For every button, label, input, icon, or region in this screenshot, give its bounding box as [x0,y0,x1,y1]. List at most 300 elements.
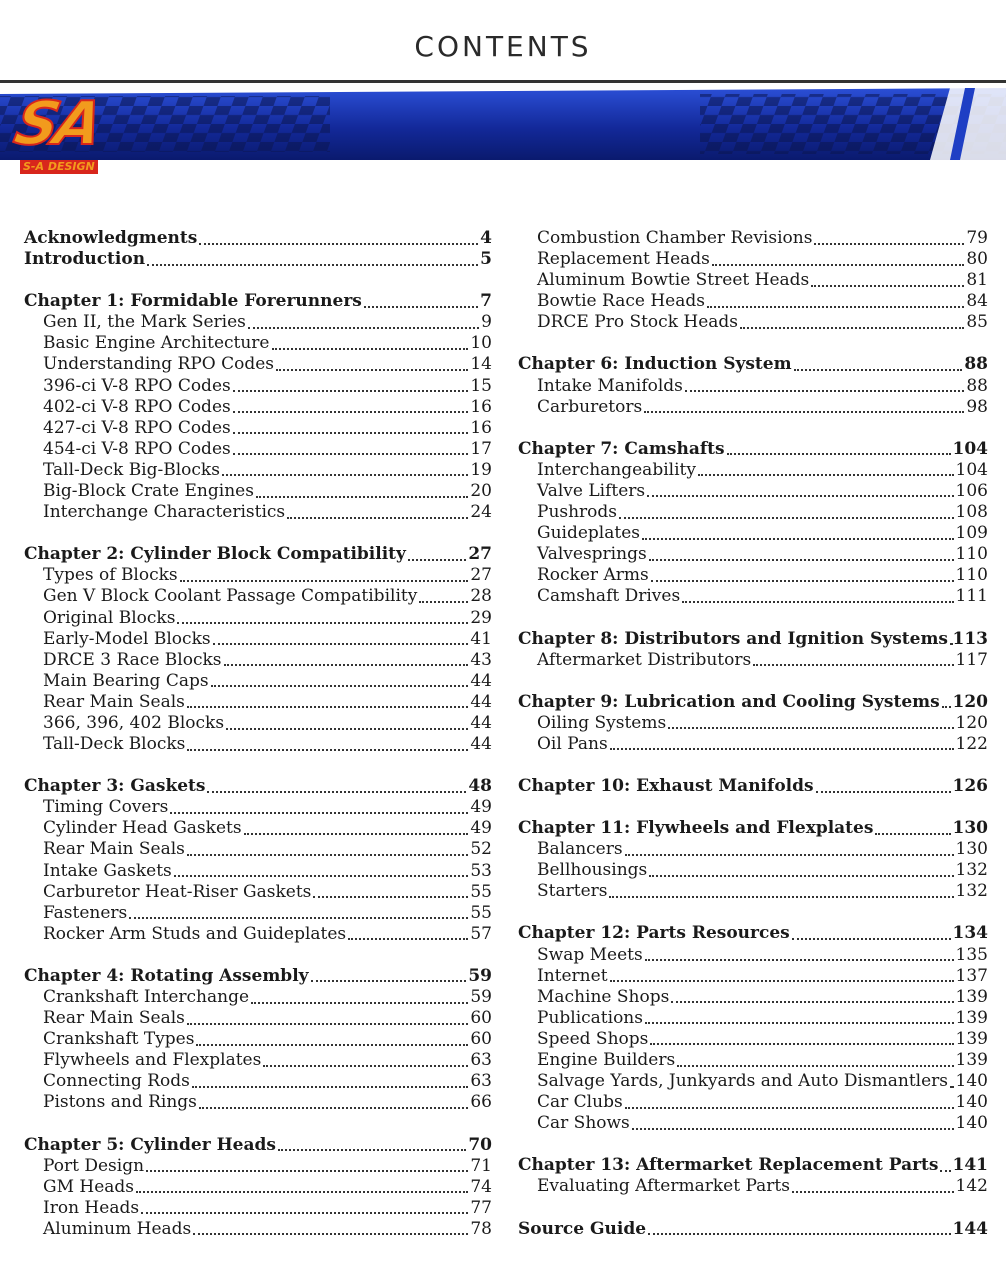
dot-leader [651,580,954,582]
entry-title: Intake Manifolds [537,375,683,396]
dot-leader [199,243,478,245]
toc-section-entry [518,312,988,333]
dot-leader [671,1001,953,1003]
toc-section-entry [24,882,492,903]
toc-section-entry [24,586,492,607]
dot-leader [146,1170,468,1172]
entry-title: Aftermarket Distributors [537,649,752,670]
entry-page-number: 130 [952,818,988,839]
toc-section-entry [518,544,988,565]
dot-leader [199,1107,468,1109]
toc-section-entry [24,797,492,818]
entry-title: DRCE 3 Race Blocks [43,649,222,670]
entry-page-number: 60 [470,1029,492,1050]
entry-title: 402-ci V-8 RPO Codes [43,396,231,417]
entry-page-number: 44 [470,734,492,755]
toc-chapter-entry [518,629,988,650]
toc-section-entry [518,860,988,881]
dot-leader [193,1233,468,1235]
dot-leader [792,1191,954,1193]
dot-leader [609,896,953,898]
toc-section-entry [24,861,492,882]
toc-chapter-entry [518,818,988,839]
toc-section-entry [24,734,492,755]
toc-section-entry [518,713,988,734]
toc-section-entry [24,1029,492,1050]
toc-section-entry [518,228,988,249]
dot-leader [147,264,478,266]
entry-title: GM Heads [43,1176,135,1197]
toc-section-entry [518,1176,988,1197]
toc-section-entry [24,987,492,1008]
entry-page-number: 88 [964,354,988,375]
toc-section-entry [24,1156,492,1177]
entry-title: Rocker Arm Studs and Guideplates [43,923,347,944]
toc-section-entry [24,1198,492,1219]
entry-page-number: 41 [470,628,492,649]
entry-title: Timing Covers [43,797,169,818]
dot-leader [649,875,953,877]
toc-chapter-entry [24,1135,492,1156]
toc-section-entry [518,586,988,607]
entry-page-number: 63 [470,1050,492,1071]
entry-page-number: 59 [468,965,492,986]
toc-section-entry [24,713,492,734]
dot-leader [187,1023,468,1025]
entry-page-number: 122 [955,733,988,754]
toc-section-entry [518,1092,988,1113]
dot-leader [682,601,953,603]
dot-leader [645,1022,954,1024]
dot-leader [364,306,478,308]
dot-leader [875,833,950,835]
entry-title: Connecting Rods [43,1071,190,1092]
toc-section-entry [518,397,988,418]
entry-page-number: 71 [470,1155,492,1176]
dot-leader [276,369,468,371]
toc-section-entry [518,502,988,523]
dot-leader [642,538,954,540]
toc-section-entry [518,945,988,966]
logo [8,89,124,178]
dot-leader [213,643,469,645]
toc-section-entry [24,924,492,945]
toc-chapter-entry [24,249,492,270]
header-banner [0,88,1006,178]
entry-page-number: 44 [470,691,492,712]
toc-section-entry [24,1050,492,1071]
dot-leader [174,875,469,877]
entry-title: Rear Main Seals [43,1008,185,1029]
entry-page-number: 135 [955,944,988,965]
entry-page-number: 104 [955,459,988,480]
entry-title: Car Shows [537,1113,630,1134]
toc-section-entry [24,1177,492,1198]
toc-left-column [24,228,492,1240]
entry-title: Valvesprings [537,544,647,565]
entry-page-number: 4 [480,228,492,248]
entry-page-number: 144 [952,1218,988,1239]
entry-title: Chapter 11: Flywheels and Flexplates [518,818,874,839]
entry-title: Guideplates [537,523,640,544]
dot-leader [251,1002,468,1004]
logo-subtext: S-A DESIGN [20,160,98,174]
toc-section-entry [24,397,492,418]
entry-title: Understanding RPO Codes [43,354,275,375]
entry-title: Engine Builders [537,1050,676,1070]
entry-title: Carburetor Heat-Riser Gaskets [43,881,312,902]
dot-leader [187,706,468,708]
entry-page-number: 7 [480,291,492,312]
entry-page-number: 120 [952,691,988,712]
entry-title: 396-ci V-8 RPO Codes [43,375,231,396]
entry-page-number: 141 [952,1155,988,1176]
entry-title: 454-ci V-8 RPO Codes [43,438,231,459]
toc-section-entry [24,354,492,375]
entry-title: Valve Lifters [537,480,646,501]
dot-leader [224,664,469,666]
entry-page-number: 126 [952,775,988,796]
toc-chapter-entry [24,544,492,565]
logo-mark: SA [8,89,106,159]
dot-leader [625,1107,954,1109]
toc-section-entry [24,692,492,713]
toc-section-entry [518,460,988,481]
entry-title: Basic Engine Architecture [43,333,270,354]
toc-chapter-entry [518,354,988,375]
dot-leader [311,980,467,982]
dot-leader [942,706,951,708]
toc-chapter-entry [24,228,492,249]
entry-page-number: 110 [955,565,988,586]
dot-leader [625,854,954,856]
toc-section-entry [24,460,492,481]
toc-section-entry [24,1092,492,1113]
dot-leader [792,938,951,940]
dot-leader [619,517,954,519]
entry-title: Types of Blocks [43,565,178,586]
entry-page-number: 140 [955,1071,988,1092]
entry-page-number: 52 [470,839,492,860]
entry-page-number: 108 [955,502,988,523]
dot-leader [256,496,468,498]
entry-title: Chapter 12: Parts Resources [518,923,790,944]
toc-section-entry [518,1113,988,1134]
dot-leader [226,728,468,730]
entry-title: Pushrods [537,502,618,523]
dot-leader [187,749,468,751]
entry-page-number: 81 [966,270,988,291]
entry-page-number: 80 [966,249,988,270]
entry-page-number: 55 [470,902,492,923]
dot-leader [177,622,468,624]
toc-section-entry [24,671,492,692]
entry-title: Chapter 3: Gaskets [24,776,206,797]
entry-page-number: 55 [470,881,492,902]
toc-section-entry [518,839,988,860]
entry-page-number: 88 [966,375,988,396]
title-rule [0,80,1006,83]
entry-title: Chapter 1: Formidable Forerunners [24,291,362,312]
dot-leader [141,1212,468,1214]
toc-chapter-entry [518,1219,988,1240]
entry-title: Evaluating Aftermarket Parts [537,1176,790,1197]
entry-title: 366, 396, 402 Blocks [43,712,225,733]
entry-title: Chapter 9: Lubrication and Cooling Systems [518,691,940,712]
toc-section-entry [518,1050,988,1071]
entry-page-number: 49 [470,818,492,839]
entry-title: Rear Main Seals [43,839,185,860]
entry-title: DRCE Pro Stock Heads [537,312,739,333]
toc-section-entry [518,1008,988,1029]
toc-section-entry [518,523,988,544]
entry-title: Source Guide [518,1218,647,1239]
entry-title: Swap Meets [537,944,643,965]
entry-title: Balancers [537,839,623,860]
dot-leader [707,306,964,308]
entry-title: Publications [537,1007,643,1028]
toc-section-entry [24,565,492,586]
entry-title: Cylinder Head Gaskets [43,818,242,839]
dot-leader [278,1149,466,1151]
entry-page-number: 106 [955,480,988,501]
entry-title: Salvage Yards, Junkyards and Auto Dismantlers [537,1071,949,1092]
entry-page-number: 74 [470,1176,492,1197]
toc-chapter-entry [518,439,988,460]
dot-leader [419,601,468,603]
entry-page-number: 66 [470,1092,492,1113]
dot-leader [348,938,468,940]
entry-title: Interchangeability [537,459,696,480]
dot-leader [644,411,964,413]
entry-title: Speed Shops [537,1028,649,1049]
entry-page-number: 16 [470,396,492,417]
entry-title: Aluminum Bowtie Street Heads [537,270,810,291]
toc-section-entry [24,629,492,650]
entry-page-number: 57 [470,923,492,944]
entry-title: Big-Block Crate Engines [43,481,254,502]
entry-page-number: 29 [470,607,492,628]
toc-chapter-entry [518,776,988,797]
entry-title: Port Design [43,1155,145,1176]
toc-section-entry [24,608,492,629]
entry-page-number: 16 [470,417,492,438]
entry-page-number: 44 [470,670,492,691]
entry-title: Introduction [24,249,146,270]
entry-page-number: 63 [470,1071,492,1092]
entry-title: Carburetors [537,396,643,417]
entry-page-number: 78 [470,1218,492,1239]
dot-leader [233,453,469,455]
entry-title: Tall-Deck Blocks [43,734,186,755]
dot-leader [222,474,468,476]
dot-leader [816,791,951,793]
entry-page-number: 142 [955,1176,988,1197]
toc-section-entry [518,1071,988,1092]
entry-page-number: 140 [955,1092,988,1113]
dot-leader [313,896,468,898]
entry-title: Tall-Deck Big-Blocks [43,459,220,480]
toc-chapter-entry [518,1155,988,1176]
dot-leader [408,559,466,561]
entry-page-number: 113 [952,628,988,649]
toc-section-entry [24,418,492,439]
entry-page-number: 9 [481,312,492,333]
entry-page-number: 77 [470,1197,492,1218]
entry-page-number: 111 [955,586,988,607]
toc-section-entry [24,903,492,924]
entry-title: Chapter 13: Aftermarket Replacement Parts [518,1155,939,1176]
entry-page-number: 70 [468,1134,492,1155]
dot-leader [610,980,954,982]
dot-leader [610,748,954,750]
entry-title: Camshaft Drives [537,586,681,607]
toc-section-entry [24,1008,492,1029]
entry-title: 427-ci V-8 RPO Codes [43,417,231,438]
entry-page-number: 117 [955,649,988,670]
entry-title: Gen II, the Mark Series [43,312,246,333]
entry-title: Interchange Characteristics [43,502,286,523]
dot-leader [685,390,964,392]
toc-section-entry [518,481,988,502]
entry-title: Early-Model Blocks [43,628,211,649]
toc-section-entry [24,439,492,460]
dot-leader [698,474,954,476]
entry-title: Chapter 6: Induction System [518,354,792,375]
entry-page-number: 139 [955,1028,988,1049]
page-title: CONTENTS [414,30,592,63]
entry-title: Chapter 7: Camshafts [518,438,725,459]
toc-chapter-entry [24,776,492,797]
dot-leader [668,727,953,729]
dot-leader [187,854,468,856]
entry-page-number: 27 [470,565,492,586]
dot-leader [263,1065,468,1067]
dot-leader [677,1065,953,1067]
dot-leader [794,369,963,371]
toc-section-entry [24,1071,492,1092]
entry-title: Rear Main Seals [43,691,185,712]
entry-title: Combustion Chamber Revisions [537,228,813,248]
toc-section-entry [518,291,988,312]
entry-title: Chapter 4: Rotating Assembly [24,965,309,986]
entry-page-number: 43 [470,649,492,670]
entry-title: Pistons and Rings [43,1092,197,1113]
toc-section-entry [518,881,988,902]
entry-page-number: 139 [955,986,988,1007]
entry-page-number: 120 [955,712,988,733]
dot-leader [632,1128,954,1130]
entry-page-number: 15 [470,375,492,396]
dot-leader [940,1170,950,1172]
toc-section-entry [24,818,492,839]
entry-page-number: 84 [966,291,988,312]
dot-leader [248,327,479,329]
toc-section-entry [518,734,988,755]
toc-section-entry [24,650,492,671]
dot-leader [233,390,469,392]
entry-page-number: 20 [470,481,492,502]
entry-title: Crankshaft Types [43,1029,195,1050]
toc-section-entry [24,376,492,397]
dot-leader [233,411,469,413]
dot-leader [233,432,469,434]
dot-leader [272,348,469,350]
toc-section-entry [518,650,988,671]
entry-title: Main Bearing Caps [43,670,209,691]
toc-section-entry [24,1219,492,1240]
entry-title: Chapter 10: Exhaust Manifolds [518,775,814,796]
entry-title: Fasteners [43,902,128,923]
entry-title: Gen V Block Coolant Passage Compatibility [43,586,418,607]
toc-section-entry [518,966,988,987]
entry-page-number: 130 [955,839,988,860]
entry-title: Starters [537,881,608,902]
entry-page-number: 24 [470,502,492,523]
entry-page-number: 79 [966,228,988,248]
entry-page-number: 109 [955,523,988,544]
dot-leader [814,243,964,245]
entry-page-number: 85 [966,312,988,333]
dot-leader [648,1233,950,1235]
dot-leader [136,1191,468,1193]
entry-title: Acknowledgments [24,228,198,248]
toc-section-entry [24,481,492,502]
entry-title: Bowtie Race Heads [537,291,705,312]
toc-chapter-entry [518,923,988,944]
dot-leader [287,517,468,519]
toc-section-entry [24,312,492,333]
entry-page-number: 132 [955,881,988,902]
entry-page-number: 139 [955,1007,988,1028]
dot-leader [811,285,964,287]
toc-section-entry [24,333,492,354]
entry-page-number: 98 [966,396,988,417]
entry-page-number: 48 [468,776,492,797]
entry-page-number: 14 [470,354,492,375]
dot-leader [753,664,953,666]
entry-title: Car Clubs [537,1092,623,1113]
entry-page-number: 19 [470,459,492,480]
dot-leader [170,812,468,814]
entry-page-number: 28 [470,586,492,607]
dot-leader [649,559,954,561]
entry-page-number: 110 [955,544,988,565]
toc-section-entry [24,839,492,860]
toc-section-entry [518,249,988,270]
toc-section-entry [24,502,492,523]
dot-leader [727,453,951,455]
entry-title: Crankshaft Interchange [43,987,250,1007]
dot-leader [180,580,469,582]
entry-title: Chapter 5: Cylinder Heads [24,1134,276,1155]
dot-leader [129,917,468,919]
entry-page-number: 27 [468,544,492,565]
toc-chapter-entry [24,291,492,312]
entry-page-number: 53 [470,860,492,881]
entry-title: Rocker Arms [537,565,649,586]
entry-title: Bellhousings [537,860,648,881]
dot-leader [712,264,964,266]
entry-page-number: 134 [952,923,988,944]
dot-leader [647,495,953,497]
toc-section-entry [518,376,988,397]
entry-title: Aluminum Heads [43,1218,192,1239]
toc-right-column [518,228,988,1240]
toc-section-entry [518,565,988,586]
entry-page-number: 60 [470,1008,492,1029]
entry-page-number: 59 [470,987,492,1007]
